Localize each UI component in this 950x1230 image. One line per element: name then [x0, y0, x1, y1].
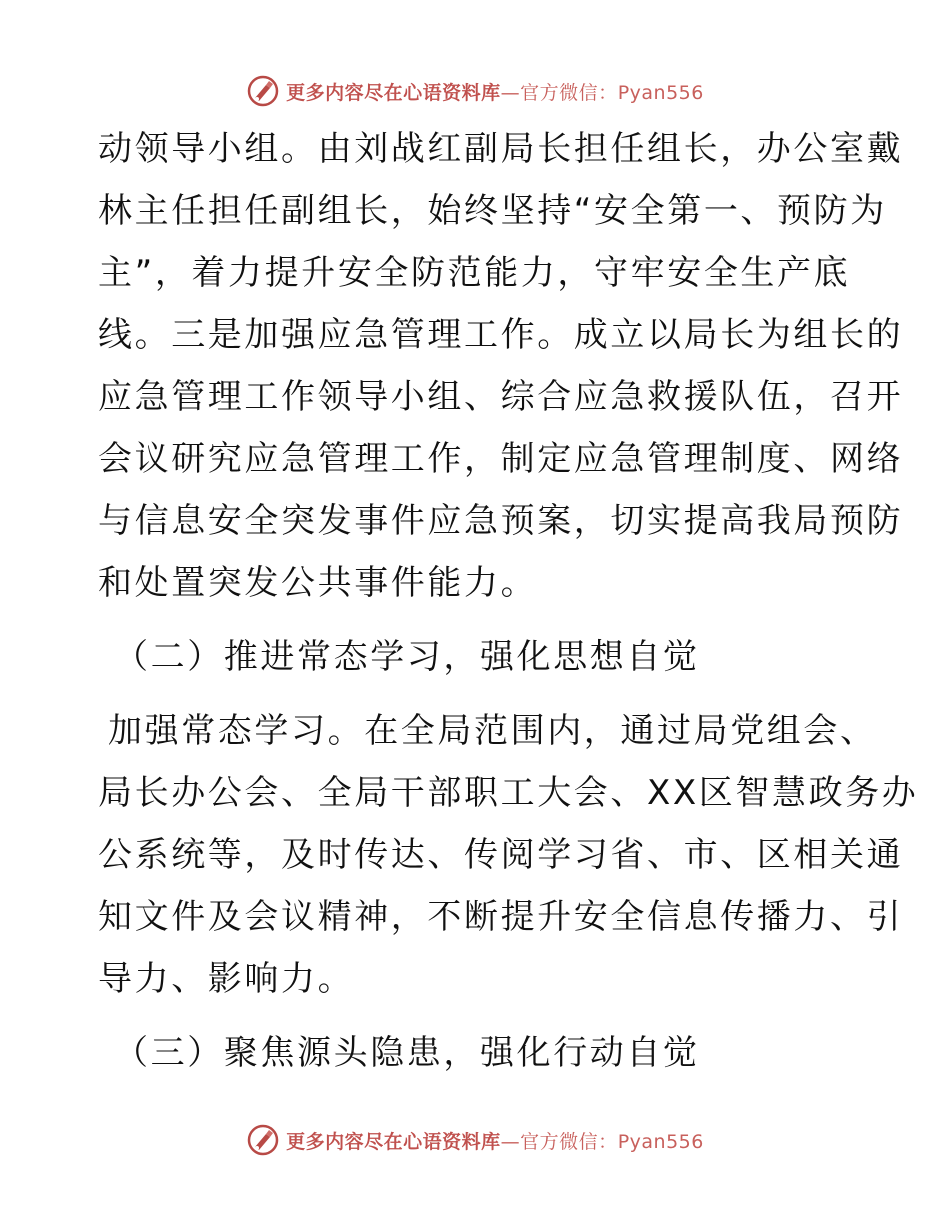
paragraph-line: 加强常态学习。在全局范围内，通过局党组会、: [108, 711, 877, 751]
paragraph-line: 会议研究应急管理工作，制定应急管理制度、网络: [98, 439, 904, 479]
document-body: [98, 118, 919, 1096]
watermark-wechat-label: 官方微信：: [520, 1130, 618, 1153]
paragraph-line: 与信息安全突发事件应急预案，切实提高我局预防: [98, 501, 904, 541]
paragraph-line: 林主任担任副组长，始终坚持“安全第一、预防为: [98, 191, 887, 231]
watermark-text: [286, 1127, 704, 1154]
watermark-wechat-id: Pyan556: [617, 1130, 704, 1153]
watermark-wechat-id: Pyan556: [617, 81, 704, 104]
watermark-separator: —: [500, 81, 521, 104]
watermark-wechat-label: 官方微信：: [520, 81, 618, 104]
paragraph-line: 知文件及会议精神，不断提升安全信息传播力、引: [98, 897, 904, 937]
ink-pen-logo-icon: [246, 1123, 280, 1157]
ink-pen-logo-icon: [246, 74, 280, 108]
paragraph-line: 应急管理工作领导小组、综合应急救援队伍，召开: [98, 377, 904, 417]
paragraph-line: 主”，着力提升安全防范能力，守牢安全生产底: [98, 253, 851, 293]
section-heading-2: （二）推进常态学习，强化思想自觉: [114, 637, 700, 677]
paragraph-line: 局长办公会、全局干部职工大会、XX区智慧政务办: [98, 773, 919, 813]
footer-watermark: [0, 1120, 950, 1160]
paragraph-line: 导力、影响力。: [98, 959, 355, 999]
paragraph-line: 公系统等，及时传达、传阅学习省、市、区相关通: [98, 835, 904, 875]
paragraph-line: 和处置突发公共事件能力。: [98, 563, 538, 603]
watermark-text: [286, 78, 704, 105]
watermark-site-name: 更多内容尽在心语资料库: [286, 81, 501, 104]
watermark-site-name: 更多内容尽在心语资料库: [286, 1130, 501, 1153]
watermark-separator: —: [500, 1130, 521, 1153]
paragraph-line: 动领导小组。由刘战红副局长担任组长，办公室戴: [98, 129, 904, 169]
header-watermark: [0, 71, 950, 111]
section-heading-3: （三）聚焦源头隐患，强化行动自觉: [114, 1033, 700, 1073]
paragraph-line: 线。三是加强应急管理工作。成立以局长为组长的: [98, 315, 904, 355]
